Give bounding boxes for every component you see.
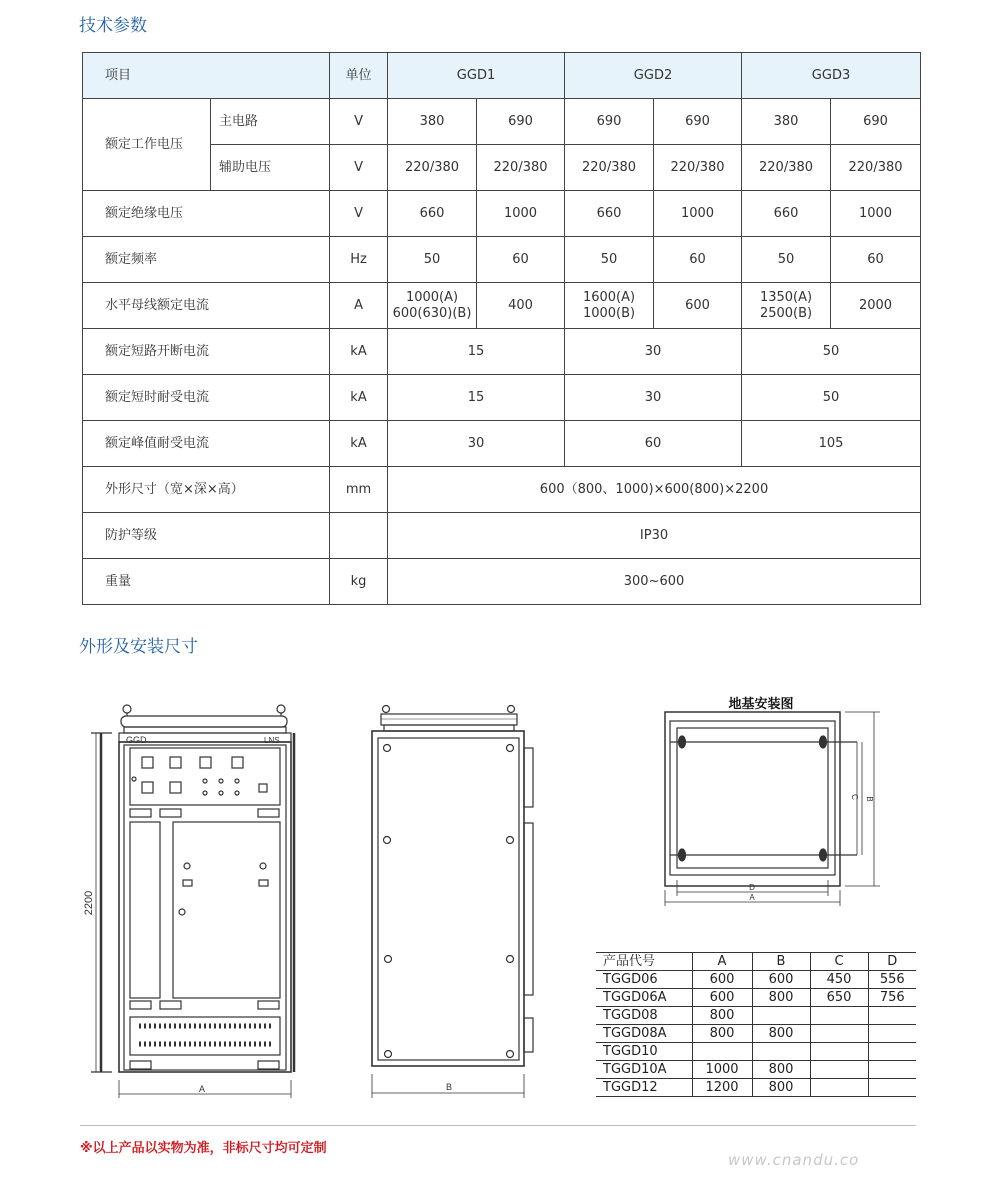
table-cell: 800 <box>752 989 810 1007</box>
front-view-drawing <box>91 705 294 1098</box>
table-cell: 60 <box>831 237 921 283</box>
table-cell: 660 <box>388 191 477 237</box>
cell-line: 600(630)(B) <box>392 305 472 321</box>
table-cell: 1000 <box>692 1061 752 1079</box>
row-label: 额定绝缘电压 <box>83 191 330 237</box>
row-label: 额定工作电压 <box>83 99 211 191</box>
table-row <box>596 971 916 989</box>
table-row <box>596 1079 916 1097</box>
table-cell: 800 <box>692 1025 752 1043</box>
table-cell: 15 <box>388 375 565 421</box>
table-cell <box>692 1043 752 1061</box>
table-cell: TGGD10 <box>596 1043 692 1061</box>
header-item: 项目 <box>83 53 330 99</box>
row-unit: Hz <box>330 237 388 283</box>
front-width-label: A <box>198 1084 206 1094</box>
front-label-ggd: GGD <box>126 735 147 745</box>
table-cell: 800 <box>752 1079 810 1097</box>
row-label: 防护等级 <box>83 513 330 559</box>
table-cell: 556 <box>868 971 916 989</box>
table-cell: 220/380 <box>477 145 565 191</box>
table-row <box>596 989 916 1007</box>
foundation-title: 地基安装图 <box>728 697 794 712</box>
table-cell: TGGD12 <box>596 1079 692 1097</box>
header-cell: D <box>868 953 916 971</box>
table-cell <box>868 1043 916 1061</box>
table-cell: 600（800、1000)×600(800)×2200 <box>388 467 921 513</box>
row-label: 额定频率 <box>83 237 330 283</box>
table-cell <box>752 1043 810 1061</box>
table-cell <box>752 1007 810 1025</box>
header-ggd1: GGD1 <box>388 53 565 99</box>
table-cell: TGGD08 <box>596 1007 692 1025</box>
row-unit: A <box>330 283 388 329</box>
height-label: 2200 <box>83 890 95 916</box>
table-cell: TGGD06 <box>596 971 692 989</box>
table-cell: IP30 <box>388 513 921 559</box>
table-cell: 400 <box>477 283 565 329</box>
header-ggd2: GGD2 <box>565 53 742 99</box>
table-cell <box>810 1025 868 1043</box>
table-cell: 30 <box>565 375 742 421</box>
row-unit: kg <box>330 559 388 605</box>
table-cell: 220/380 <box>565 145 654 191</box>
cell-line: 1000(A) <box>405 289 459 305</box>
cell-line: 2500(B) <box>759 305 813 321</box>
table-cell: 300~600 <box>388 559 921 605</box>
table-cell: 15 <box>388 329 565 375</box>
side-view-drawing <box>372 706 533 1099</box>
table-cell <box>810 1043 868 1061</box>
table-cell <box>810 1007 868 1025</box>
table-cell: 380 <box>388 99 477 145</box>
header-unit: 单位 <box>330 53 388 99</box>
row-label: 水平母线额定电流 <box>83 283 330 329</box>
row-unit: V <box>330 99 388 145</box>
row-unit: kA <box>330 421 388 467</box>
row-label: 额定峰值耐受电流 <box>83 421 330 467</box>
table-cell: 220/380 <box>831 145 921 191</box>
row-label: 额定短路开断电流 <box>83 329 330 375</box>
table-cell: 50 <box>742 237 831 283</box>
row-unit: kA <box>330 329 388 375</box>
header-cell: 产品代号 <box>596 953 692 971</box>
foundation-label-d: D <box>749 883 755 892</box>
table-row <box>596 1007 916 1025</box>
table-cell <box>868 1061 916 1079</box>
footer-divider <box>80 1125 916 1126</box>
table-cell: 600 <box>692 971 752 989</box>
table-cell: 2000 <box>831 283 921 329</box>
table-cell: 600 <box>654 283 742 329</box>
header-cell: A <box>692 953 752 971</box>
table-cell: 690 <box>477 99 565 145</box>
table-cell <box>868 1007 916 1025</box>
table-cell: 756 <box>868 989 916 1007</box>
front-label-lns: LNS <box>264 736 280 745</box>
cell-line: 1000(B) <box>582 305 636 321</box>
foundation-label-c: C <box>850 794 859 800</box>
table-cell: 690 <box>565 99 654 145</box>
table-cell: 450 <box>810 971 868 989</box>
watermark: www.cnandu.co <box>728 1151 860 1169</box>
row-label: 重量 <box>83 559 330 605</box>
table-cell: TGGD06A <box>596 989 692 1007</box>
table-cell <box>810 1079 868 1097</box>
row-unit: V <box>330 145 388 191</box>
table-cell: 50 <box>388 237 477 283</box>
table-row <box>596 1043 916 1061</box>
table-cell: 660 <box>565 191 654 237</box>
table-cell: 650 <box>810 989 868 1007</box>
table-cell: 60 <box>654 237 742 283</box>
section-title-dimensions: 外形及安装尺寸 <box>79 637 198 657</box>
header-cell: B <box>752 953 810 971</box>
table-cell: 1200 <box>692 1079 752 1097</box>
table-cell <box>810 1061 868 1079</box>
table-cell: TGGD10A <box>596 1061 692 1079</box>
row-unit: mm <box>330 467 388 513</box>
table-cell: 50 <box>565 237 654 283</box>
table-row <box>596 1061 916 1079</box>
section-title-tech-params: 技术参数 <box>79 16 147 36</box>
header-cell: C <box>810 953 868 971</box>
cell-line: 1600(A) <box>582 289 636 305</box>
table-row <box>596 1025 916 1043</box>
table-header-row <box>596 953 916 971</box>
table-cell: 60 <box>565 421 742 467</box>
table-cell: 220/380 <box>742 145 831 191</box>
row-unit: kA <box>330 375 388 421</box>
table-cell: 50 <box>742 329 921 375</box>
foundation-plan-drawing <box>665 712 880 906</box>
table-cell: 105 <box>742 421 921 467</box>
foundation-label-b: B <box>865 796 874 802</box>
table-cell: 600 <box>752 971 810 989</box>
table-cell: 800 <box>752 1025 810 1043</box>
side-depth-label: B <box>445 1082 453 1092</box>
table-cell: 220/380 <box>388 145 477 191</box>
table-cell: 380 <box>742 99 831 145</box>
table-cell: 30 <box>565 329 742 375</box>
row-sublabel: 辅助电压 <box>211 145 330 191</box>
cell-line: 1350(A) <box>759 289 813 305</box>
table-cell: 800 <box>692 1007 752 1025</box>
row-label: 外形尺寸（宽×深×高） <box>83 467 330 513</box>
table-cell <box>868 1079 916 1097</box>
table-cell: 600 <box>692 989 752 1007</box>
table-cell: 30 <box>388 421 565 467</box>
table-cell: 60 <box>477 237 565 283</box>
table-cell: 220/380 <box>654 145 742 191</box>
table-cell: 1000 <box>654 191 742 237</box>
row-unit: V <box>330 191 388 237</box>
table-cell: 690 <box>831 99 921 145</box>
table-cell: 50 <box>742 375 921 421</box>
row-label: 额定短时耐受电流 <box>83 375 330 421</box>
table-cell: 1000 <box>477 191 565 237</box>
dimension-table <box>596 952 916 1097</box>
table-cell: TGGD08A <box>596 1025 692 1043</box>
table-cell: 690 <box>654 99 742 145</box>
footnote: ※以上产品以实物为准，非标尺寸均可定制 <box>80 1141 327 1156</box>
row-sublabel: 主电路 <box>211 99 330 145</box>
table-cell <box>868 1025 916 1043</box>
table-cell: 1000 <box>831 191 921 237</box>
table-cell: 800 <box>752 1061 810 1079</box>
table-cell: 660 <box>742 191 831 237</box>
foundation-label-a: A <box>749 893 755 902</box>
header-ggd3: GGD3 <box>742 53 921 99</box>
